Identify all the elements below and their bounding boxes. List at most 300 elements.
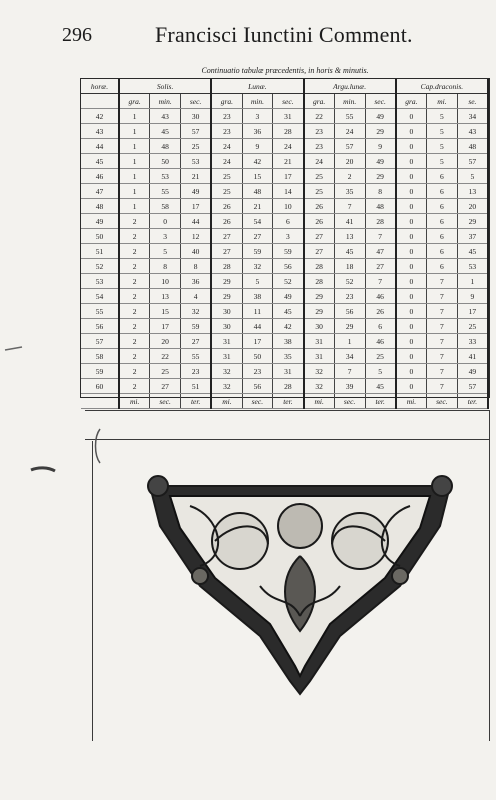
value-cell: 0 [396, 199, 427, 214]
value-cell: 1 [119, 154, 150, 169]
hour-cell: 52 [81, 259, 119, 274]
unit-header [81, 94, 119, 109]
unit-header: min. [150, 94, 181, 109]
unit-header: se. [457, 94, 488, 109]
value-cell: 57 [457, 379, 488, 394]
value-cell: 21 [181, 169, 212, 184]
value-cell: 27 [304, 244, 335, 259]
table-row [81, 364, 488, 379]
value-cell: 56 [334, 304, 365, 319]
value-cell: 13 [334, 229, 365, 244]
value-cell: 0 [396, 259, 427, 274]
value-cell: 7 [427, 364, 458, 379]
hour-cell: 58 [81, 349, 119, 364]
value-cell: 30 [211, 304, 242, 319]
table-row [81, 304, 488, 319]
value-cell: 5 [427, 154, 458, 169]
table-row [81, 214, 488, 229]
value-cell: 9 [365, 139, 396, 154]
value-cell: 36 [242, 124, 273, 139]
value-cell: 6 [427, 184, 458, 199]
table-row [81, 154, 488, 169]
value-cell: 49 [365, 109, 396, 124]
motion-table [81, 79, 489, 409]
unit-header: sec. [181, 94, 212, 109]
table-row [81, 319, 488, 334]
value-cell: 31 [304, 334, 335, 349]
value-cell: 3 [273, 229, 304, 244]
value-cell: 25 [304, 169, 335, 184]
footer-unit: sec. [334, 394, 365, 409]
value-cell: 50 [150, 154, 181, 169]
table-row [81, 334, 488, 349]
value-cell: 5 [427, 139, 458, 154]
value-cell: 0 [150, 214, 181, 229]
table-row [81, 274, 488, 289]
value-cell: 35 [334, 184, 365, 199]
value-cell: 0 [396, 319, 427, 334]
value-cell: 14 [273, 184, 304, 199]
value-cell: 36 [181, 274, 212, 289]
table-row [81, 109, 488, 124]
value-cell: 13 [457, 184, 488, 199]
value-cell: 23 [304, 124, 335, 139]
value-cell: 24 [211, 139, 242, 154]
value-cell: 28 [304, 274, 335, 289]
value-cell: 50 [242, 349, 273, 364]
value-cell: 0 [396, 334, 427, 349]
value-cell: 5 [427, 124, 458, 139]
value-cell: 44 [242, 319, 273, 334]
value-cell: 29 [211, 274, 242, 289]
value-cell: 11 [242, 304, 273, 319]
value-cell: 30 [181, 109, 212, 124]
value-cell: 17 [457, 304, 488, 319]
value-cell: 41 [334, 214, 365, 229]
value-cell: 29 [211, 289, 242, 304]
page-number: 296 [62, 24, 92, 46]
value-cell: 0 [396, 214, 427, 229]
value-cell: 27 [211, 229, 242, 244]
value-cell: 2 [334, 169, 365, 184]
value-cell: 56 [273, 259, 304, 274]
value-cell: 28 [273, 379, 304, 394]
hour-cell: 53 [81, 274, 119, 289]
value-cell: 5 [365, 364, 396, 379]
value-cell: 6 [427, 169, 458, 184]
value-cell: 3 [150, 229, 181, 244]
value-cell: 22 [150, 349, 181, 364]
value-cell: 25 [211, 184, 242, 199]
value-cell: 32 [211, 364, 242, 379]
value-cell: 1 [119, 109, 150, 124]
value-cell: 39 [334, 379, 365, 394]
column-header-hours: horæ. [81, 79, 119, 94]
value-cell: 25 [181, 139, 212, 154]
astronomical-table [80, 78, 490, 406]
hour-cell: 59 [81, 364, 119, 379]
table-row [81, 349, 488, 364]
value-cell: 0 [396, 139, 427, 154]
value-cell: 25 [365, 349, 396, 364]
unit-header: gra. [211, 94, 242, 109]
value-cell: 2 [119, 289, 150, 304]
value-cell: 5 [242, 274, 273, 289]
value-cell: 5 [457, 169, 488, 184]
value-cell: 4 [181, 289, 212, 304]
hour-cell: 44 [81, 139, 119, 154]
footer-unit: ter. [181, 394, 212, 409]
value-cell: 29 [334, 319, 365, 334]
margin-mark [4, 345, 24, 353]
value-cell: 23 [211, 109, 242, 124]
value-cell: 24 [304, 154, 335, 169]
value-cell: 0 [396, 289, 427, 304]
value-cell: 47 [365, 244, 396, 259]
value-cell: 7 [334, 364, 365, 379]
value-cell: 0 [396, 169, 427, 184]
value-cell: 57 [457, 154, 488, 169]
unit-header: sec. [365, 94, 396, 109]
hour-cell: 48 [81, 199, 119, 214]
value-cell: 31 [273, 364, 304, 379]
value-cell: 26 [304, 214, 335, 229]
hour-cell: 49 [81, 214, 119, 229]
value-cell: 44 [181, 214, 212, 229]
value-cell: 23 [304, 139, 335, 154]
value-cell: 42 [273, 319, 304, 334]
hour-cell: 56 [81, 319, 119, 334]
value-cell: 51 [181, 379, 212, 394]
value-cell: 29 [304, 304, 335, 319]
value-cell: 9 [242, 139, 273, 154]
value-cell: 35 [273, 349, 304, 364]
value-cell: 1 [119, 169, 150, 184]
table-row [81, 169, 488, 184]
footer-unit: ter. [457, 394, 488, 409]
value-cell: 6 [427, 199, 458, 214]
ornamental-tailpiece-icon [140, 466, 460, 696]
value-cell: 40 [181, 244, 212, 259]
value-cell: 7 [365, 229, 396, 244]
value-cell: 26 [211, 199, 242, 214]
value-cell: 38 [242, 289, 273, 304]
value-cell: 42 [242, 154, 273, 169]
value-cell: 48 [242, 184, 273, 199]
value-cell: 25 [304, 184, 335, 199]
value-cell: 31 [211, 334, 242, 349]
value-cell: 28 [365, 214, 396, 229]
value-cell: 49 [457, 364, 488, 379]
value-cell: 7 [365, 274, 396, 289]
table-row [81, 184, 488, 199]
value-cell: 10 [150, 274, 181, 289]
value-cell: 26 [365, 304, 396, 319]
value-cell: 2 [119, 274, 150, 289]
table-row [81, 379, 488, 394]
value-cell: 27 [365, 259, 396, 274]
value-cell: 20 [457, 199, 488, 214]
value-cell: 32 [211, 379, 242, 394]
value-cell: 29 [457, 214, 488, 229]
value-cell: 7 [427, 334, 458, 349]
value-cell: 53 [457, 259, 488, 274]
hour-cell: 42 [81, 109, 119, 124]
value-cell: 45 [334, 244, 365, 259]
value-cell: 6 [427, 229, 458, 244]
unit-header: gra. [304, 94, 335, 109]
value-cell: 23 [334, 289, 365, 304]
value-cell: 59 [273, 244, 304, 259]
running-title: Francisci Iunctini Comment. [155, 22, 413, 47]
hour-cell: 46 [81, 169, 119, 184]
value-cell: 8 [181, 259, 212, 274]
value-cell: 0 [396, 244, 427, 259]
unit-header: min. [242, 94, 273, 109]
value-cell: 15 [150, 304, 181, 319]
value-cell: 30 [211, 319, 242, 334]
value-cell: 59 [242, 244, 273, 259]
unit-header: gra. [396, 94, 427, 109]
footer-unit: sec. [150, 394, 181, 409]
value-cell: 48 [365, 199, 396, 214]
frame-right-rule [489, 411, 490, 741]
frame-rule [85, 439, 490, 440]
value-cell: 26 [304, 199, 335, 214]
value-cell: 0 [396, 229, 427, 244]
value-cell: 53 [181, 154, 212, 169]
value-cell: 49 [273, 289, 304, 304]
hour-cell: 57 [81, 334, 119, 349]
value-cell: 2 [119, 379, 150, 394]
value-cell: 31 [211, 349, 242, 364]
value-cell: 2 [119, 259, 150, 274]
value-cell: 54 [242, 214, 273, 229]
value-cell: 59 [181, 319, 212, 334]
footer-unit: mi. [211, 394, 242, 409]
value-cell: 38 [273, 334, 304, 349]
value-cell: 32 [304, 364, 335, 379]
value-cell: 58 [150, 199, 181, 214]
margin-mark [30, 465, 56, 475]
value-cell: 23 [211, 124, 242, 139]
value-cell: 23 [181, 364, 212, 379]
value-cell: 17 [242, 334, 273, 349]
value-cell: 43 [150, 109, 181, 124]
table-row [81, 289, 488, 304]
value-cell: 2 [119, 319, 150, 334]
value-cell: 22 [304, 109, 335, 124]
value-cell: 0 [396, 274, 427, 289]
value-cell: 27 [150, 379, 181, 394]
footer-unit [81, 394, 119, 409]
value-cell: 0 [396, 109, 427, 124]
value-cell: 17 [273, 169, 304, 184]
hour-cell: 51 [81, 244, 119, 259]
hour-cell: 47 [81, 184, 119, 199]
value-cell: 17 [181, 199, 212, 214]
value-cell: 2 [119, 304, 150, 319]
value-cell: 45 [273, 304, 304, 319]
value-cell: 34 [457, 109, 488, 124]
value-cell: 7 [427, 319, 458, 334]
footer-unit: mi. [119, 394, 150, 409]
value-cell: 21 [273, 154, 304, 169]
value-cell: 6 [427, 259, 458, 274]
value-cell: 45 [457, 244, 488, 259]
value-cell: 25 [150, 364, 181, 379]
value-cell: 0 [396, 154, 427, 169]
hour-cell: 50 [81, 229, 119, 244]
value-cell: 29 [365, 169, 396, 184]
value-cell: 28 [273, 124, 304, 139]
value-cell: 31 [304, 349, 335, 364]
value-cell: 24 [273, 139, 304, 154]
unit-header: min. [334, 94, 365, 109]
hour-cell: 60 [81, 379, 119, 394]
value-cell: 1 [119, 139, 150, 154]
value-cell: 24 [211, 154, 242, 169]
value-cell: 48 [150, 139, 181, 154]
value-cell: 33 [457, 334, 488, 349]
value-cell: 32 [242, 259, 273, 274]
value-cell: 49 [181, 184, 212, 199]
value-cell: 32 [304, 379, 335, 394]
frame-left-rule [92, 441, 93, 741]
value-cell: 2 [119, 334, 150, 349]
value-cell: 7 [427, 304, 458, 319]
value-cell: 12 [181, 229, 212, 244]
hour-cell: 45 [81, 154, 119, 169]
value-cell: 25 [457, 319, 488, 334]
value-cell: 1 [119, 124, 150, 139]
value-cell: 3 [242, 109, 273, 124]
value-cell: 48 [457, 139, 488, 154]
value-cell: 0 [396, 364, 427, 379]
table-footer-row [81, 394, 488, 409]
value-cell: 43 [457, 124, 488, 139]
value-cell: 1 [334, 334, 365, 349]
value-cell: 31 [273, 109, 304, 124]
footer-unit: sec. [242, 394, 273, 409]
unit-header: mi. [427, 94, 458, 109]
value-cell: 13 [150, 289, 181, 304]
hour-cell: 54 [81, 289, 119, 304]
value-cell: 57 [334, 139, 365, 154]
column-group-header: Argu.lunæ. [304, 79, 396, 94]
value-cell: 1 [119, 199, 150, 214]
value-cell: 20 [334, 154, 365, 169]
footer-unit: sec. [427, 394, 458, 409]
value-cell: 2 [119, 214, 150, 229]
value-cell: 45 [150, 124, 181, 139]
value-cell: 17 [150, 319, 181, 334]
table-row [81, 229, 488, 244]
value-cell: 1 [457, 274, 488, 289]
value-cell: 15 [242, 169, 273, 184]
value-cell: 0 [396, 349, 427, 364]
unit-header: gra. [119, 94, 150, 109]
value-cell: 32 [181, 304, 212, 319]
value-cell: 46 [365, 334, 396, 349]
value-cell: 7 [427, 349, 458, 364]
value-cell: 6 [427, 214, 458, 229]
value-cell: 18 [334, 259, 365, 274]
column-group-header: Lunæ. [211, 79, 303, 94]
value-cell: 7 [427, 289, 458, 304]
table-unit-header-row [81, 94, 488, 109]
value-cell: 24 [334, 124, 365, 139]
value-cell: 5 [427, 109, 458, 124]
value-cell: 37 [457, 229, 488, 244]
value-cell: 6 [427, 244, 458, 259]
value-cell: 27 [242, 229, 273, 244]
table-row [81, 244, 488, 259]
value-cell: 8 [150, 259, 181, 274]
value-cell: 6 [273, 214, 304, 229]
table-group-header-row [81, 79, 488, 94]
value-cell: 49 [365, 154, 396, 169]
value-cell: 28 [211, 259, 242, 274]
value-cell: 29 [365, 124, 396, 139]
value-cell: 9 [457, 289, 488, 304]
value-cell: 7 [427, 379, 458, 394]
value-cell: 10 [273, 199, 304, 214]
value-cell: 56 [242, 379, 273, 394]
value-cell: 2 [119, 244, 150, 259]
footer-unit: mi. [396, 394, 427, 409]
value-cell: 29 [304, 289, 335, 304]
value-cell: 5 [150, 244, 181, 259]
value-cell: 8 [365, 184, 396, 199]
value-cell: 0 [396, 304, 427, 319]
value-cell: 0 [396, 124, 427, 139]
hour-cell: 43 [81, 124, 119, 139]
value-cell: 2 [119, 229, 150, 244]
value-cell: 0 [396, 184, 427, 199]
value-cell: 30 [304, 319, 335, 334]
value-cell: 2 [119, 364, 150, 379]
table-row [81, 259, 488, 274]
value-cell: 21 [242, 199, 273, 214]
value-cell: 27 [304, 229, 335, 244]
value-cell: 2 [119, 349, 150, 364]
value-cell: 57 [181, 124, 212, 139]
value-cell: 25 [211, 169, 242, 184]
table-row [81, 124, 488, 139]
unit-header: sec. [273, 94, 304, 109]
value-cell: 23 [242, 364, 273, 379]
value-cell: 6 [365, 319, 396, 334]
value-cell: 46 [365, 289, 396, 304]
value-cell: 52 [273, 274, 304, 289]
value-cell: 28 [304, 259, 335, 274]
value-cell: 55 [150, 184, 181, 199]
column-group-header: Solis. [119, 79, 211, 94]
table-row [81, 139, 488, 154]
value-cell: 0 [396, 379, 427, 394]
value-cell: 1 [119, 184, 150, 199]
value-cell: 20 [150, 334, 181, 349]
value-cell: 27 [181, 334, 212, 349]
value-cell: 53 [150, 169, 181, 184]
value-cell: 34 [334, 349, 365, 364]
table-caption: Continuatio tabulæ præcedentis, in horis & minutis. [201, 66, 369, 75]
value-cell: 55 [181, 349, 212, 364]
value-cell: 7 [427, 274, 458, 289]
value-cell: 45 [365, 379, 396, 394]
value-cell: 27 [211, 244, 242, 259]
